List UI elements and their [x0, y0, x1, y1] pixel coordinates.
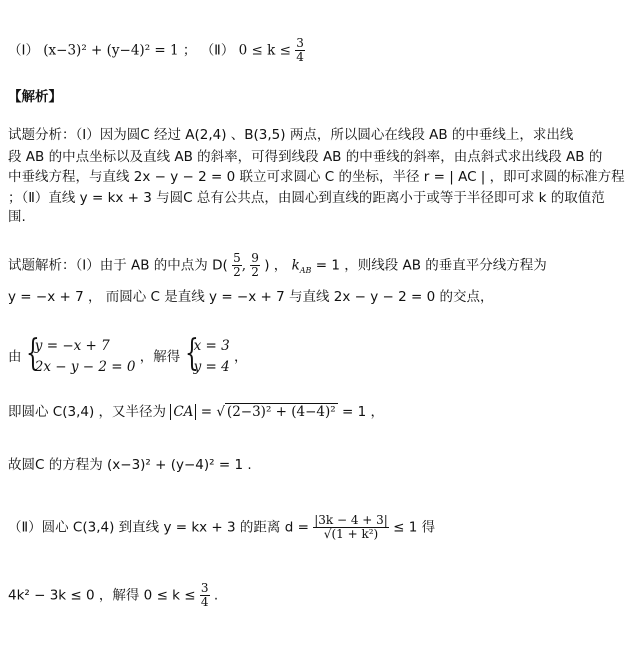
midpoint-y-fraction — [250, 252, 260, 279]
part2-fraction — [295, 37, 305, 64]
solution-l1-rest: = 1 ，则线段 AB 的垂直平分线方程为 — [315, 257, 547, 274]
solution-row-1: x = 3 — [193, 338, 230, 354]
system-row-2: 2x − y − 2 = 0 — [34, 359, 136, 375]
equals-sign: = — [200, 404, 217, 420]
fraction-denominator: 4 — [296, 50, 304, 64]
part1-label: （Ⅰ） — [8, 42, 39, 59]
analysis-line-5: 围. — [8, 209, 26, 225]
solution-line-2: y = −x + 7 ， 而圆心 C 是直线 y = −x + 7 与直线 2x − y − 2 = 0 的交点， — [8, 289, 494, 305]
solution-l1-close: ) ， — [264, 257, 288, 274]
fraction-denominator: 2 — [251, 265, 259, 279]
system-row-1: y = −x + 7 — [34, 338, 110, 354]
distance-fraction — [313, 514, 389, 541]
jiexi-heading: 【解析】 — [8, 89, 62, 105]
solution-l7-end: . — [213, 587, 219, 604]
radicand: (2−3)² + (4−4)² — [226, 404, 336, 420]
part1-equation: (x−3)² + (y−4)² = 1 — [43, 42, 179, 59]
solution-l7-text: 4k² − 3k ≤ 0 ，解得 0 ≤ k ≤ — [8, 587, 196, 604]
solution-line-7 — [8, 582, 218, 609]
sqrt-expression: √ (2−3)² + (4−4)² — [216, 404, 336, 420]
fraction-denominator: 2 — [233, 265, 241, 279]
solution-l3-pre: 由 — [8, 349, 22, 365]
fraction-numerator: 3 — [296, 36, 304, 50]
distance-numerator: |3k − 4 + 3| — [314, 513, 388, 527]
fraction-denominator: 4 — [200, 595, 209, 609]
analysis-line-2: 段 AB 的中点坐标以及直线 AB 的斜率，可得到线段 AB 的中垂线的斜率，由点斜式求出线段 AB 的 — [8, 149, 603, 165]
distance-denominator: √(1 + k²) — [323, 527, 379, 541]
solution-line-1: 试题解析：（Ⅰ）由于 AB 的中点为 D( $\frac{5}{2}$ , $\frac{9}{2}$ ) ， $k_{AB} = 1$ ，则线段 AB 的垂直平分线方程为 — [8, 251, 547, 279]
fraction-numerator: 3 — [200, 581, 209, 595]
part2-inequality: 0 ≤ k ≤ — [238, 42, 291, 59]
equation-system: { y = −x + 7 2x − y − 2 = 0 — [26, 336, 136, 378]
final-fraction — [200, 582, 210, 609]
solution-l6-text: （Ⅱ）圆心 C(3,4) 到直线 y = kx + 3 的距离 d = — [8, 519, 309, 536]
solution-line-5: 故圆C 的方程为 (x−3)² + (y−4)² = 1 . — [8, 457, 252, 473]
midpoint-x-fraction — [232, 252, 242, 279]
solution-line-4 — [8, 403, 384, 421]
solution-l3-end: ， — [234, 349, 248, 365]
analysis-line-3: 中垂线方程，与直线 2x − y − 2 = 0 联立可求圆心 C 的坐标，半径 r = | AC | ，即可求圆的标准方程 — [8, 169, 625, 185]
slope-subscript: AB — [299, 266, 312, 276]
solution-l6-end: ≤ 1 得 — [393, 519, 436, 536]
solution-l3-mid: ，解得 — [139, 349, 181, 365]
solution-line-6 — [8, 514, 435, 541]
analysis-line-1: 试题分析：（Ⅰ）因为圆C 经过 A(2,4) 、B(3,5) 两点，所以圆心在线段 AB 的中垂线上，求出线 — [8, 127, 574, 143]
solution-line-3 — [8, 335, 248, 379]
abs-ca: CA — [170, 404, 196, 420]
analysis-line-4: ；（Ⅱ）直线 y = kx + 3 与圆C 总有公共点，由圆心到直线的距离小于或等于半径即可求 k 的取值范 — [8, 190, 605, 206]
solution-system: { x = 3 y = 4 — [185, 336, 230, 378]
fraction-numerator: 5 — [233, 251, 241, 265]
answer-line — [8, 37, 305, 64]
part2-label: （Ⅱ） — [200, 42, 235, 59]
solution-row-2: y = 4 — [193, 359, 230, 375]
slope-symbol: k — [291, 257, 300, 274]
solution-l4-end: = 1 ， — [341, 404, 384, 420]
solution-l4-text: 即圆心 C(3,4) ，又半径为 — [8, 404, 167, 420]
solution-l1-text: 试题解析：（Ⅰ）由于 AB 的中点为 D( — [8, 257, 228, 274]
separator: ； — [182, 42, 197, 59]
fraction-numerator: 9 — [251, 251, 259, 265]
